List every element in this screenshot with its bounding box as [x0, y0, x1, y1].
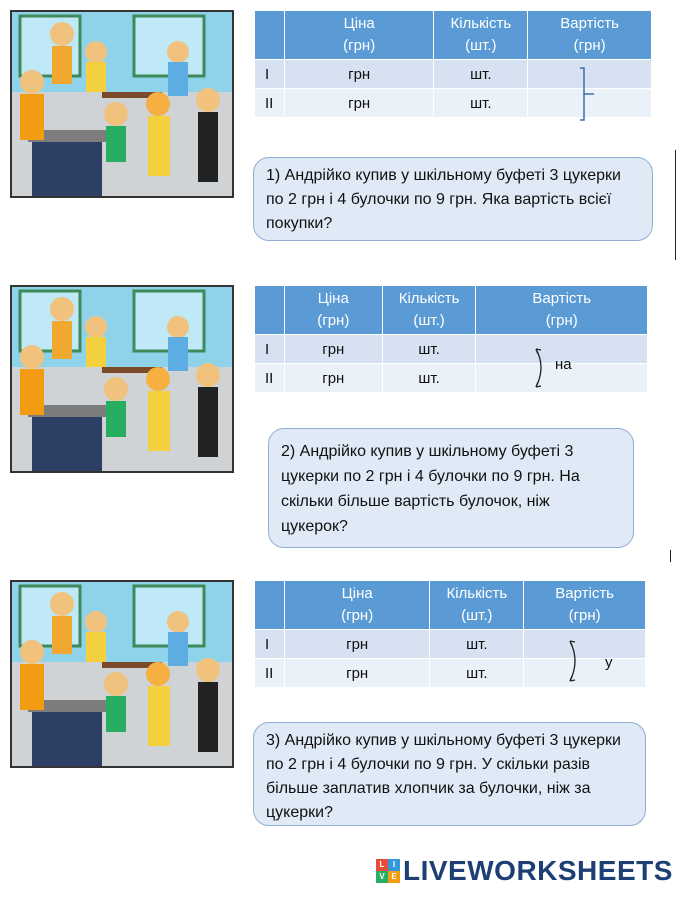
quantity-cell[interactable]: шт.	[434, 60, 528, 89]
compare-arrow-icon	[530, 345, 550, 391]
task1-text: 1) Андрійко купив у шкільному буфеті 3 цукерки по 2 грн і 4 булочки по 9 грн. Яка вартість всієї покупки?	[253, 157, 653, 241]
table-row	[255, 659, 646, 688]
quantity-cell[interactable]: шт.	[430, 659, 524, 688]
liveworksheets-logo	[376, 855, 673, 887]
row-label: I	[255, 335, 285, 364]
cafeteria-illustration	[10, 580, 234, 768]
task2-text: 2) Андрійко купив у шкільному буфеті 3 цукерки по 2 грн і 4 булочки по 9 грн. На скільки більше вартість булочок, ніж цукерок?	[268, 428, 634, 548]
cafeteria-scene	[12, 287, 232, 471]
price-cell[interactable]: грн	[284, 659, 429, 688]
header-blank	[255, 11, 285, 60]
margin-line	[670, 550, 671, 562]
price-cell[interactable]: грн	[284, 60, 433, 89]
header-quantity: Кількість (шт.)	[430, 581, 524, 630]
cost-note: на	[555, 356, 572, 373]
quantity-cell[interactable]: шт.	[434, 89, 528, 118]
logo-text: LIVEWORKSHEETS	[403, 855, 673, 886]
task3-table	[254, 580, 646, 688]
row-label: I	[255, 60, 285, 89]
compare-arrow-icon	[564, 637, 584, 685]
cost-cell[interactable]	[524, 659, 646, 688]
quantity-cell[interactable]: шт.	[382, 335, 476, 364]
row-label: II	[255, 89, 285, 118]
header-quantity: Кількість (шт.)	[382, 286, 476, 335]
margin-line	[675, 150, 676, 260]
cafeteria-scene	[12, 12, 232, 196]
sum-bracket-icon	[578, 66, 598, 122]
cafeteria-illustration	[10, 285, 234, 473]
header-price: Ціна (грн)	[284, 581, 429, 630]
table-row	[255, 335, 648, 364]
header-cost: Вартість (грн)	[524, 581, 646, 630]
task2-table	[254, 285, 648, 393]
price-cell[interactable]: грн	[284, 335, 382, 364]
row-label: II	[255, 364, 285, 393]
quantity-cell[interactable]: шт.	[382, 364, 476, 393]
header-cost: Вартість (грн)	[476, 286, 648, 335]
header-blank	[255, 286, 285, 335]
table-row	[255, 364, 648, 393]
cafeteria-illustration	[10, 10, 234, 198]
price-cell[interactable]: грн	[284, 89, 433, 118]
row-label: I	[255, 630, 285, 659]
logo-mark-icon: L I V E	[376, 859, 400, 883]
price-cell[interactable]: грн	[284, 630, 429, 659]
cost-cell[interactable]	[524, 630, 646, 659]
task3-text: 3) Андрійко купив у шкільному буфеті 3 цукерки по 2 грн і 4 булочки по 9 грн. У скільки разів більше заплатив хлопчик за булочки, ніж за цукерки?	[253, 722, 646, 826]
row-label: II	[255, 659, 285, 688]
header-cost: Вартість (грн)	[528, 11, 652, 60]
cost-note: у	[605, 654, 613, 671]
header-price: Ціна (грн)	[284, 286, 382, 335]
header-blank	[255, 581, 285, 630]
quantity-cell[interactable]: шт.	[430, 630, 524, 659]
cafeteria-scene	[12, 582, 232, 766]
header-price: Ціна (грн)	[284, 11, 433, 60]
price-cell[interactable]: грн	[284, 364, 382, 393]
header-quantity: Кількість (шт.)	[434, 11, 528, 60]
table-row	[255, 630, 646, 659]
